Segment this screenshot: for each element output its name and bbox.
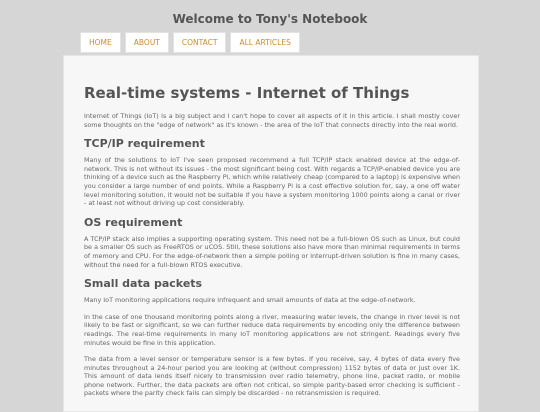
main-nav xyxy=(80,32,540,53)
section-paragraph: A TCP/IP stack also implies a supporting operating system. This need not be a full-blown OS such as Linux, but could be a smaller OS such as FreeRTOS or uCOS. Still, these solutions also have more than minimal requirements in terms of memory and CPU. For the edge-of-network then a simple polling or interrupt-driven solution is fine in many cases, without the need for a full-blown RTOS executive. xyxy=(84,234,460,269)
site-title: Welcome to Tony's Notebook xyxy=(172,12,368,26)
section-paragraph: Many of the solutions to IoT I've seen proposed recommend a full TCP/IP stack enabled device at the edge-of-network. This is not without its issues - the most significant being cost. With regards a TCP/IP-enabled device you are thinking of a device such as the Raspberry Pi, which while relatively cheap (compared to a laptop) is expensive when you consider a large number of end points. While a Raspberry Pi is a cost effective solution for, say, a one off water level monitoring solution, it would not be suitable if you have a system monitoring 1000 points along a canal or river - at least not without driving up cost considerably. xyxy=(84,156,460,208)
article-intro: Internet of Things (IoT) is a big subject and I can't hope to cover all aspects of it in this article. I shall mostly cover some thoughts on the "edge of network" as it's known - the area of the IoT that connects directly into the real world. xyxy=(84,112,460,129)
section-heading-small-data: Small data packets xyxy=(84,277,203,291)
section-paragraph: Many IoT monitoring applications require infrequent and small amounts of data at the edge-of-network. xyxy=(84,296,416,305)
article-card xyxy=(63,55,479,412)
article-title: Real-time systems - Internet of Things xyxy=(84,84,410,102)
nav-all-articles[interactable]: ALL ARTICLES xyxy=(230,32,299,53)
section-heading-tcpip: TCP/IP requirement xyxy=(84,137,205,151)
nav-home[interactable]: HOME xyxy=(80,32,121,53)
section-paragraph: In the case of one thousand monitoring points along a river, measuring water levels, the change in river level is not likely to be fast or significant, so we can further reduce data requirements by encoding only the difference between readings. The real-time requirements in many IoT monitoring applications are not stringent. Readings every five minutes would be fine in this application. xyxy=(84,312,460,347)
section-paragraph: The data from a level sensor or temperature sensor is a few bytes. If you receive, say, 4 bytes of data every five minutes throughout a 24-hour period you are looking at (without compression) 1152 bytes of data or just over 1K. This amount of data lends itself nicely to transmission over radio telemetry, phone line, packet radio, or mobile phone network. Further, the data packets are often not critical, so simple parity-based error checking is sufficient - packets where the parity check fails can simply be discarded - no retransmission is required. xyxy=(84,355,460,398)
article-content xyxy=(64,56,478,398)
nav-contact[interactable]: CONTACT xyxy=(173,32,227,53)
nav-about[interactable]: ABOUT xyxy=(125,32,169,53)
section-heading-os: OS requirement xyxy=(84,215,183,229)
